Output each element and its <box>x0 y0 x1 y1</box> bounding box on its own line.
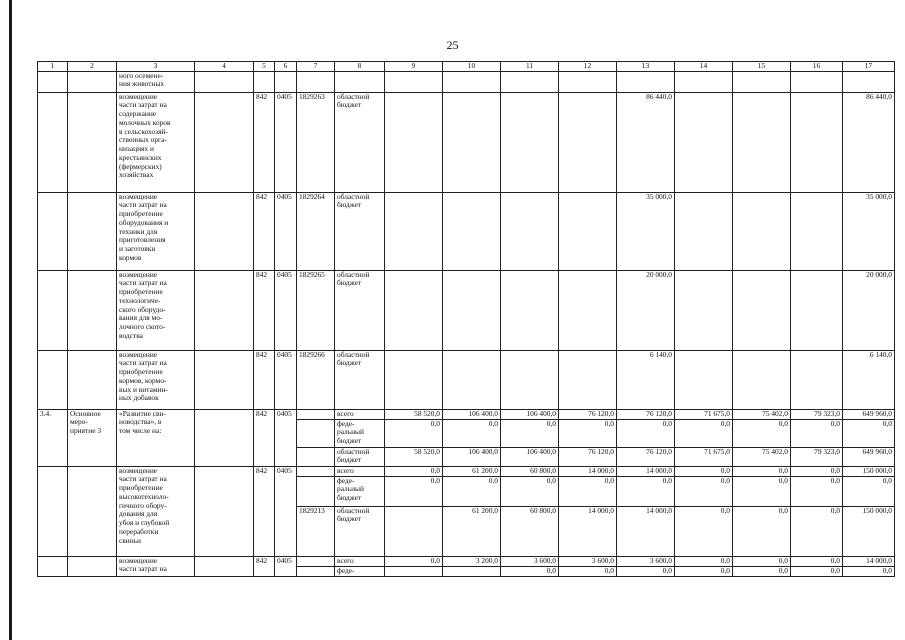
section-code: 0405 <box>275 192 297 270</box>
value-cell: 76 120,0 <box>559 409 617 419</box>
column-number-row <box>38 62 895 72</box>
ministry-code: 842 <box>254 92 275 192</box>
total-cell: 20 000,0 <box>843 270 895 350</box>
measure-name: «Развитие сви- новодства», в том числе на: <box>117 409 195 466</box>
measure-type: Основное меро- приятие 3 <box>68 409 117 466</box>
value-cell: 0,0 <box>675 566 733 576</box>
section-code: 0405 <box>275 466 297 556</box>
section-code: 0405 <box>275 92 297 192</box>
col-header: 1 <box>38 62 68 72</box>
ministry-code: 842 <box>254 350 275 409</box>
total-cell: 14 000,0 <box>843 556 895 566</box>
col-header: 10 <box>443 62 501 72</box>
ministry-code: 842 <box>254 409 275 466</box>
value-cell: 58 520,0 <box>385 409 443 419</box>
value-cell: 0,0 <box>385 476 443 506</box>
value-cell: 0,0 <box>443 476 501 506</box>
col-header: 13 <box>617 62 675 72</box>
funding-source: всего <box>335 556 385 566</box>
measure-name: возмещение части затрат на <box>117 556 195 576</box>
value-cell: 79 323,0 <box>791 409 843 419</box>
section-code: 0405 <box>275 556 297 576</box>
table-row <box>38 71 895 92</box>
value-cell: 0,0 <box>733 566 791 576</box>
value-cell: 86 440,0 <box>617 92 675 192</box>
value-cell: 0,0 <box>385 419 443 447</box>
measure-name: возмещение части затрат на приобретение технологиче- ского оборудо- вания для мо- лочного ското- водства <box>117 270 195 350</box>
value-cell: 20 000,0 <box>617 270 675 350</box>
item-number: 3.4. <box>38 409 68 466</box>
col-header: 8 <box>335 62 385 72</box>
value-cell: 58 520,0 <box>385 447 443 466</box>
value-cell: 14 000,0 <box>617 506 675 556</box>
value-cell: 14 000,0 <box>559 466 617 476</box>
value-cell: 3 200,0 <box>443 556 501 566</box>
value-cell: 0,0 <box>617 419 675 447</box>
value-cell: 0,0 <box>617 566 675 576</box>
table-row <box>38 466 895 476</box>
value-cell: 0,0 <box>791 476 843 506</box>
value-cell: 76 120,0 <box>617 447 675 466</box>
funding-source: всего <box>335 409 385 419</box>
table-row <box>38 409 895 419</box>
value-cell: 71 675,0 <box>675 409 733 419</box>
value-cell: 0,0 <box>385 556 443 566</box>
ministry-code: 842 <box>254 270 275 350</box>
col-header: 17 <box>843 62 895 72</box>
value-cell: 3 600,0 <box>559 556 617 566</box>
table-row <box>38 556 895 566</box>
total-cell: 150 000,0 <box>843 466 895 476</box>
col-header: 5 <box>254 62 275 72</box>
value-cell: 0,0 <box>733 506 791 556</box>
value-cell: 106 400,0 <box>501 409 559 419</box>
value-cell: 0,0 <box>791 566 843 576</box>
funding-source: областной бюджет <box>335 270 385 350</box>
value-cell: 60 800,0 <box>501 466 559 476</box>
col-header: 15 <box>733 62 791 72</box>
value-cell: 0,0 <box>733 419 791 447</box>
col-header: 12 <box>559 62 617 72</box>
target-code: 1829266 <box>297 350 335 409</box>
funding-source: феде- ральный бюджет <box>335 419 385 447</box>
total-cell: 649 960,0 <box>843 409 895 419</box>
value-cell: 3 600,0 <box>617 556 675 566</box>
table-row <box>38 350 895 409</box>
budget-table <box>37 61 895 577</box>
value-cell: 0,0 <box>443 419 501 447</box>
value-cell: 0,0 <box>385 466 443 476</box>
target-code: 1829263 <box>297 92 335 192</box>
value-cell: 0,0 <box>733 556 791 566</box>
total-cell: 6 140,0 <box>843 350 895 409</box>
value-cell: 14 000,0 <box>617 466 675 476</box>
funding-source: областной бюджет <box>335 350 385 409</box>
page-binding-line <box>9 0 12 640</box>
table-row <box>38 270 895 350</box>
col-header: 4 <box>195 62 254 72</box>
value-cell: 60 800,0 <box>501 506 559 556</box>
value-cell: 76 120,0 <box>559 447 617 466</box>
value-cell: 0,0 <box>733 466 791 476</box>
target-code: 1829213 <box>297 506 335 556</box>
funding-source: областной бюджет <box>335 192 385 270</box>
col-header: 14 <box>675 62 733 72</box>
ministry-code: 842 <box>254 556 275 576</box>
value-cell <box>443 566 501 576</box>
value-cell: 0,0 <box>675 506 733 556</box>
total-cell: 0,0 <box>843 419 895 447</box>
value-cell: 0,0 <box>501 566 559 576</box>
value-cell: 0,0 <box>559 476 617 506</box>
value-cell: 0,0 <box>675 476 733 506</box>
measure-name: возмещение части затрат на приобретение оборудования и техники для приготовления и заготовки кормов <box>117 192 195 270</box>
col-header: 7 <box>297 62 335 72</box>
value-cell: 3 600,0 <box>501 556 559 566</box>
total-cell: 0,0 <box>843 566 895 576</box>
col-header: 16 <box>791 62 843 72</box>
ministry-code: 842 <box>254 466 275 556</box>
measure-name: возмещение части затрат на приобретение высокотехноло- гичного обору- дования для убоя и глубокой переработки свиньи <box>117 466 195 556</box>
col-header: 9 <box>385 62 443 72</box>
value-cell: 0,0 <box>675 466 733 476</box>
measure-name: ного осемене- ния животных <box>117 71 195 92</box>
funding-source: всего <box>335 466 385 476</box>
value-cell: 0,0 <box>675 419 733 447</box>
value-cell: 6 140,0 <box>617 350 675 409</box>
funding-source: областной бюджет <box>335 92 385 192</box>
section-code: 0405 <box>275 350 297 409</box>
total-cell: 150 000,0 <box>843 506 895 556</box>
total-cell: 35 000,0 <box>843 192 895 270</box>
target-code: 1829264 <box>297 192 335 270</box>
value-cell: 0,0 <box>559 419 617 447</box>
total-cell: 649 960,0 <box>843 447 895 466</box>
target-code: 1829265 <box>297 270 335 350</box>
value-cell: 61 200,0 <box>443 506 501 556</box>
value-cell: 71 675,0 <box>675 447 733 466</box>
value-cell <box>385 566 443 576</box>
value-cell: 0,0 <box>791 466 843 476</box>
value-cell: 0,0 <box>559 566 617 576</box>
col-header: 6 <box>275 62 297 72</box>
col-header: 2 <box>68 62 117 72</box>
funding-source: областной бюджет <box>335 506 385 556</box>
value-cell: 0,0 <box>617 476 675 506</box>
total-cell: 0,0 <box>843 476 895 506</box>
funding-source: феде- ральный бюджет <box>335 476 385 506</box>
value-cell: 0,0 <box>675 556 733 566</box>
value-cell: 79 323,0 <box>791 447 843 466</box>
measure-name: возмещение части затрат на приобретение кормов, кормо- вых и витамин- ных добавок <box>117 350 195 409</box>
value-cell: 0,0 <box>501 419 559 447</box>
value-cell: 75 402,0 <box>733 447 791 466</box>
funding-source: областной бюджет <box>335 447 385 466</box>
measure-name: возмещение части затрат на содержание молочных коров в сельскохозяй- ственных орга- низациях и крестьянских (фермерских) хозяйствах <box>117 92 195 192</box>
value-cell <box>385 506 443 556</box>
value-cell: 61 200,0 <box>443 466 501 476</box>
section-code: 0405 <box>275 270 297 350</box>
value-cell: 0,0 <box>501 476 559 506</box>
value-cell: 0,0 <box>791 506 843 556</box>
total-cell: 86 440,0 <box>843 92 895 192</box>
section-code: 0405 <box>275 409 297 466</box>
value-cell: 106 400,0 <box>501 447 559 466</box>
table-row <box>38 92 895 192</box>
value-cell: 75 402,0 <box>733 409 791 419</box>
value-cell: 14 000,0 <box>559 506 617 556</box>
value-cell: 0,0 <box>791 419 843 447</box>
value-cell: 106 400,0 <box>443 447 501 466</box>
table-row <box>38 192 895 270</box>
value-cell: 0,0 <box>791 556 843 566</box>
page-number: 25 <box>446 38 459 52</box>
value-cell: 76 120,0 <box>617 409 675 419</box>
value-cell: 0,0 <box>733 476 791 506</box>
funding-source: феде- <box>335 566 385 576</box>
value-cell: 35 000,0 <box>617 192 675 270</box>
value-cell: 106 400,0 <box>443 409 501 419</box>
col-header: 11 <box>501 62 559 72</box>
ministry-code: 842 <box>254 192 275 270</box>
col-header: 3 <box>117 62 195 72</box>
